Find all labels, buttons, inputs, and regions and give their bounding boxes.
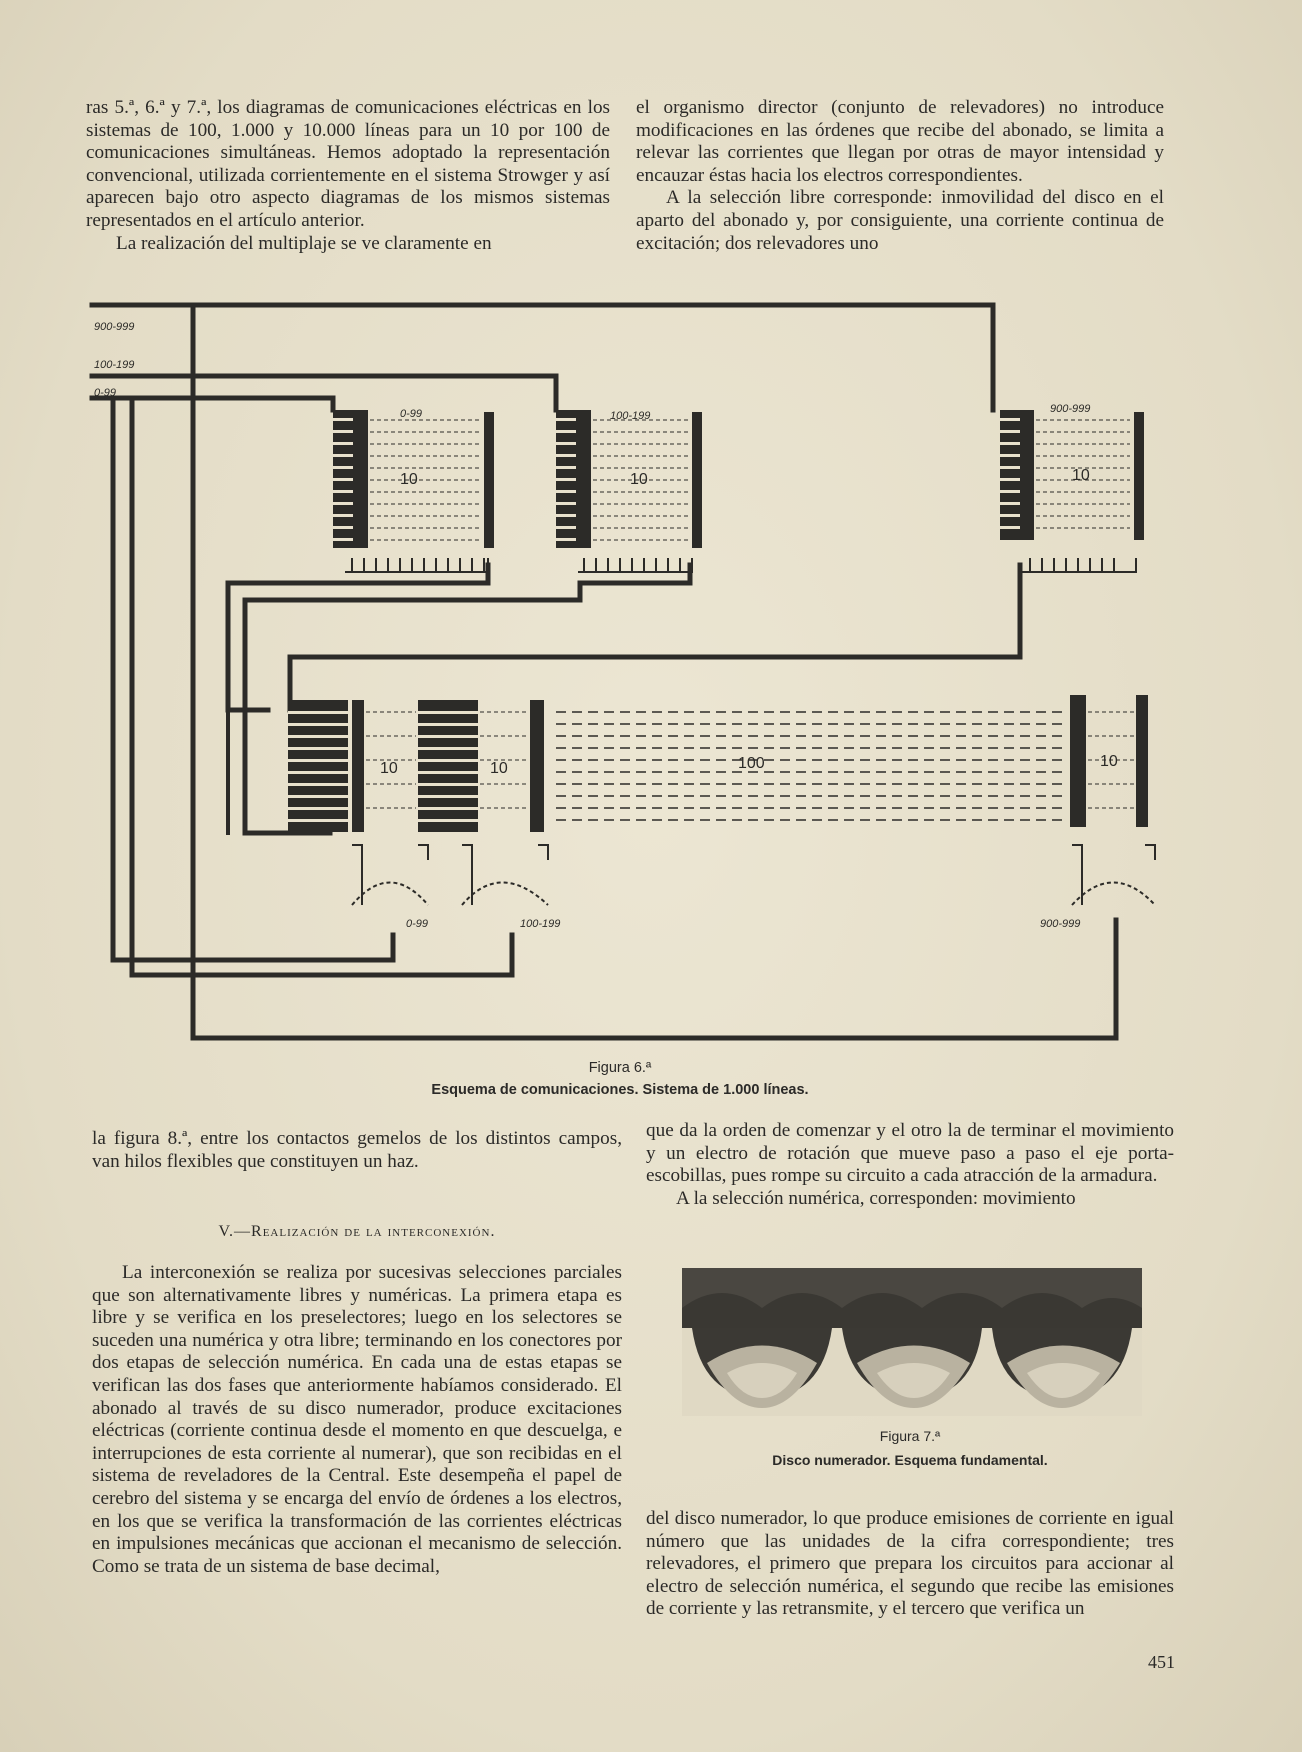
trunk-c	[193, 305, 1116, 1038]
figure-7-title: Figura 7.ª	[879, 1428, 941, 1444]
paragraph: A la selección libre corresponde: inmovilidad del disco en el aparto del abonado y, por consiguiente, una corriente continua de excitación; dos relevadores uno	[636, 187, 1164, 254]
bottom-right-column-bottom	[646, 1508, 1174, 1621]
label-sw3: 900-999	[1040, 918, 1081, 930]
paragraph: A la selección numérica, corresponden: movimiento	[676, 1187, 1076, 1209]
section-heading: V.—Realización de la interconexión.	[218, 1223, 496, 1240]
paragraph: la figura 8.ª, entre los contactos gemelos de los distintos campos, van hilos flexibles que constituyen un haz.	[92, 1128, 622, 1172]
figure-6-text: Esquema de comunicaciones. Sistema de 1.000 líneas.	[431, 1082, 809, 1098]
label-group3: 900-999	[1050, 403, 1091, 415]
switch-arcs	[352, 845, 1155, 905]
paragraph: La interconexión se realiza por sucesivas selecciones parciales que son alternativamente libres y numéricas. La primera etapa es libre y se verifica en los preselectores; luego en los selectores se suceden una numérica y otra libre; terminando en los conectores por dos etapas de selección numérica. En cada una de estas etapas se verifican las dos fases que anteriormente habíamos considerado. El abonado al través de su disco numerador, produce excitaciones eléctricas (corriente continua desde el momento en que descuelga, e interrupciones de esta corriente al numerar), que son recibidas en el sistema de reveladores de la Central. Este desempeña el papel de cerebro del sistema y se encarga del envío de órdenes a los electros, en los que se verifica la transformación de las corrientes eléctricas en impulsiones mecánicas que accionan el mecanismo de selección. Como se trata de un sistema de base decimal,	[92, 1262, 622, 1577]
bank-0-99	[333, 410, 494, 572]
label-group2: 100-199	[610, 410, 651, 422]
paragraph: ras 5.ª, 6.ª y 7.ª, los diagramas de comunicaciones eléctricas en los sistemas de 100, 1.000 y 10.000 líneas para un 10 por 100 de comunicaciones simultáneas. Hemos adoptado la representación convencional, utilizada corrientemente en el sistema Strowger y así aparecen bajo otro aspecto diagramas de los mismos sistemas representados en el artículo anterior.	[86, 97, 610, 231]
label-low-ten3: 10	[1100, 753, 1118, 770]
figure-7-caption	[720, 1424, 1100, 1472]
figure-7-text: Disco numerador. Esquema fundamental.	[772, 1452, 1048, 1468]
label-sw1: 0-99	[406, 918, 429, 930]
paragraph: del disco numerador, lo que produce emisiones de corriente en igual número que las unidades de la cifra correspondiente; tres relevadores, el primero que prepara los circuitos para accionar al electro de selección numérica, el segundo que recibe las emisiones de corriente y las retransmite, y el tercero que verifica un	[646, 1508, 1174, 1620]
label-low-ten2: 10	[490, 760, 508, 777]
page-number: 451	[1148, 1652, 1175, 1672]
lower-banks	[288, 695, 1148, 832]
bus-900-999	[92, 305, 993, 410]
figure-6-caption	[340, 1057, 900, 1101]
bus-100-199	[92, 376, 556, 410]
bottom-right-column-top	[646, 1120, 1174, 1210]
label-ten2: 10	[630, 471, 648, 488]
bottom-left-column-top	[92, 1128, 622, 1173]
bottom-left-column	[92, 1262, 622, 1578]
paragraph: que da la orden de comenzar y el otro la de terminar el movimiento y un electro de rotación que mueve paso a paso el eje porta-escobillas, pues rompe su circuito a cada atracción de la armadura.	[646, 1120, 1174, 1187]
bank-100-199	[556, 410, 702, 572]
figure-6-title: Figura 6.ª	[588, 1060, 652, 1076]
label-bus-900: 900-999	[94, 321, 135, 333]
figure-7-photo	[682, 1268, 1142, 1416]
label-hundred: 100	[738, 755, 765, 772]
bus-0-99	[92, 398, 333, 410]
label-sw2: 100-199	[520, 918, 561, 930]
paragraph: La realización del multiplaje se ve claramente en	[116, 232, 492, 254]
label-bus-100: 100-199	[94, 359, 135, 371]
paragraph: el organismo director (conjunto de relevadores) no introduce modificaciones en las órdenes que recibe del abonado, se limita a relevar las corrientes que llegan por otras de mayor intensidad y encauzar éstas hacia los electros correspondientes.	[636, 97, 1164, 186]
link-1	[228, 565, 488, 710]
label-ten3: 10	[1072, 467, 1090, 484]
label-bus-0: 0-99	[94, 387, 117, 399]
bank-900-999	[1000, 410, 1144, 572]
label-group1: 0-99	[400, 408, 423, 420]
trunk-b	[132, 398, 512, 975]
label-low-ten1: 10	[380, 760, 398, 777]
label-ten1: 10	[400, 471, 418, 488]
link-3	[290, 565, 1020, 710]
